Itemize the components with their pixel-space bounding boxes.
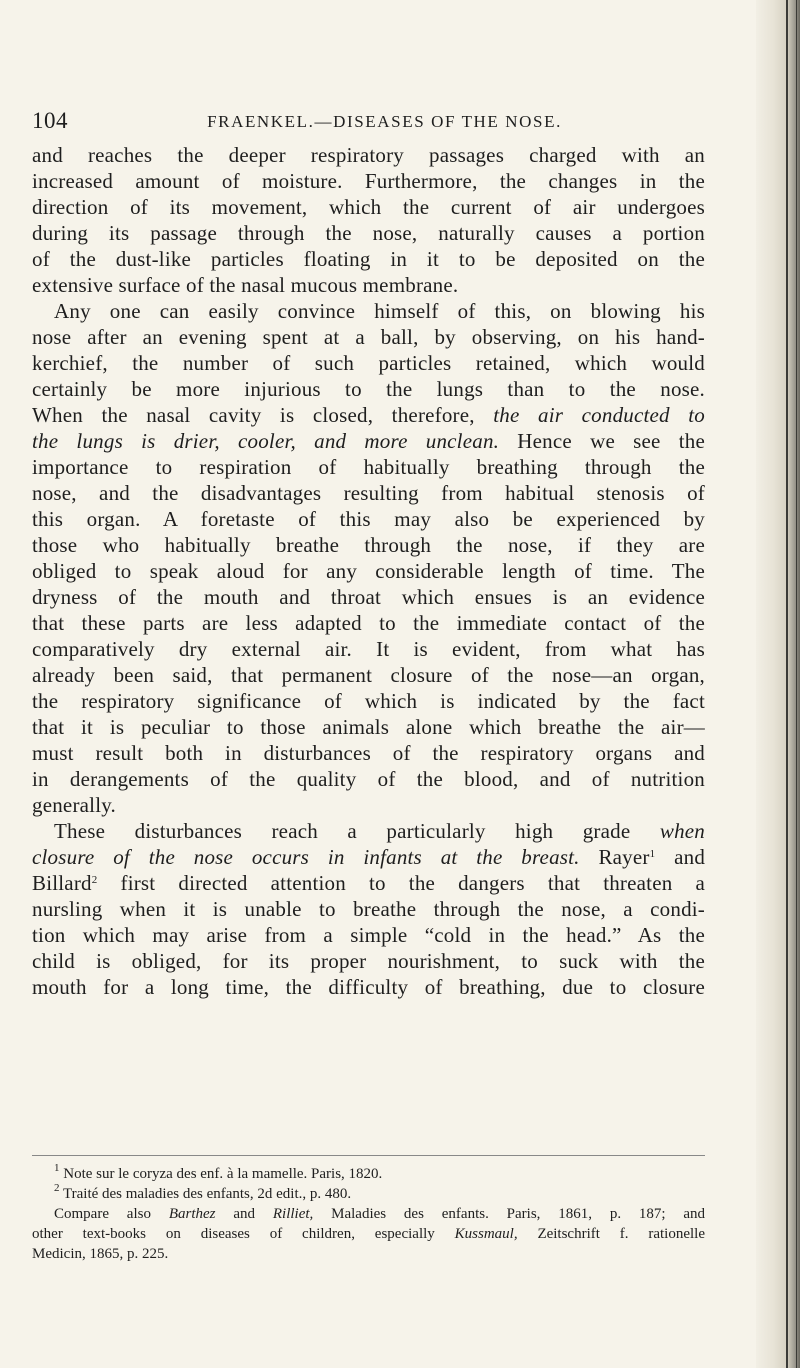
text-line: increased amount of moisture. Furthermore, the changes in the bbox=[32, 169, 705, 193]
author-name: Kussmaul, bbox=[454, 1226, 518, 1242]
text-line: importance to respiration of habitually breathing through the bbox=[32, 455, 705, 479]
footnotes bbox=[32, 1164, 705, 1264]
footnote-mark: 1 bbox=[54, 1162, 60, 1174]
text-line: of the dust-like particles floating in it to be deposited on the bbox=[32, 247, 705, 271]
text-line: obliged to speak aloud for any considerable length of time. The bbox=[32, 559, 705, 583]
text-line: this organ. A foretaste of this may also be experienced by bbox=[32, 507, 705, 531]
book-gutter bbox=[756, 0, 800, 1368]
text-line: during its passage through the nose, naturally causes a portion bbox=[32, 221, 705, 245]
footnote-text: Zeitschrift f. rationelle bbox=[537, 1226, 706, 1242]
author-name: Rilliet, bbox=[272, 1206, 314, 1222]
text-line: already been said, that permanent closure of the nose—an organ, bbox=[32, 663, 705, 687]
gutter-edge-line bbox=[786, 0, 788, 1368]
author-name: Rayer bbox=[598, 845, 650, 869]
text-line: dryness of the mouth and throat which ensues is an evidence bbox=[32, 585, 705, 609]
text-line: the respiratory significance of which is indicated by the fact bbox=[32, 689, 705, 713]
text-line: that these parts are less adapted to the immediate contact of the bbox=[32, 611, 705, 635]
footnote-text: other text-books on diseases of children, especially bbox=[32, 1226, 435, 1242]
running-head: FRAENKEL.—DISEASES OF THE NOSE. bbox=[207, 112, 562, 131]
text-line: that it is peculiar to those animals alone which breathe the air— bbox=[32, 715, 705, 739]
emphasis-text: closure of the nose occurs in infants at the breast. bbox=[32, 845, 580, 869]
text-line bbox=[32, 870, 705, 896]
footnote bbox=[32, 1164, 705, 1184]
footnote-text: Compare also bbox=[54, 1206, 151, 1222]
text-line: mouth for a long time, the difficulty of breathing, due to closure bbox=[32, 975, 705, 999]
text-line: nose after an evening spent at a ball, by observing, on his hand- bbox=[32, 325, 705, 349]
text-line: Any one can easily convince himself of this, on blowing his bbox=[54, 299, 705, 323]
text-line: tion which may arise from a simple “cold in the head.” As the bbox=[32, 923, 705, 947]
footnote-text: Maladies des enfants. Paris, 1861, p. 187; and bbox=[331, 1206, 706, 1222]
footnote bbox=[32, 1184, 705, 1204]
text-line: child is obliged, for its proper nourishment, to suck with the bbox=[32, 949, 705, 973]
footnote-divider bbox=[32, 1155, 705, 1156]
footnote-text: and bbox=[233, 1206, 256, 1222]
text-line: generally. bbox=[32, 793, 117, 817]
footnote bbox=[32, 1224, 705, 1244]
footnote bbox=[32, 1244, 705, 1264]
emphasis-text: when bbox=[659, 819, 705, 843]
emphasis-text: the lungs is drier, cooler, and more unclean. bbox=[32, 429, 500, 453]
footnote-text: Note sur le coryza des enf. à la mamelle. Paris, 1820. bbox=[63, 1166, 383, 1182]
text-run: When the nasal cavity is closed, therefore, bbox=[32, 403, 475, 427]
text-line: comparatively dry external air. It is evident, from what has bbox=[32, 637, 705, 661]
text-run: and bbox=[674, 845, 706, 869]
text-run: Hence we see the bbox=[517, 429, 705, 453]
page-header bbox=[32, 108, 737, 138]
text-line: in derangements of the quality of the blood, and of nutrition bbox=[32, 767, 705, 791]
text-line bbox=[32, 402, 705, 428]
footnote-ref[interactable]: 1 bbox=[649, 848, 656, 860]
footnote-ref[interactable]: 2 bbox=[91, 874, 98, 886]
author-name: Barthez bbox=[168, 1206, 216, 1222]
text-run: These disturbances reach a particularly high grade bbox=[54, 819, 631, 843]
text-line bbox=[32, 818, 705, 844]
page-number: 104 bbox=[32, 108, 68, 133]
text-line: those who habitually breathe through the nose, if they are bbox=[32, 533, 705, 557]
text-line bbox=[32, 844, 705, 870]
text-line: kerchief, the number of such particles retained, which would bbox=[32, 351, 705, 375]
text-line: certainly be more injurious to the lungs than to the nose. bbox=[32, 377, 705, 401]
text-line: direction of its movement, which the current of air undergoes bbox=[32, 195, 705, 219]
text-line: nose, and the disadvantages resulting from habitual stenosis of bbox=[32, 481, 705, 505]
text-line: and reaches the deeper respiratory passages charged with an bbox=[32, 143, 705, 167]
footnote-text: Medicin, 1865, p. 225. bbox=[32, 1246, 169, 1262]
footnote-text: Traité des maladies des enfants, 2d edit., p. 480. bbox=[62, 1186, 352, 1202]
text-run: first directed attention to the dangers that threaten a bbox=[120, 871, 705, 895]
footnote-mark: 2 bbox=[54, 1182, 60, 1194]
author-name: Billard bbox=[32, 871, 92, 895]
gutter-edge-line bbox=[796, 0, 797, 1368]
text-line: extensive surface of the nasal mucous membrane. bbox=[32, 273, 459, 297]
emphasis-text: the air conducted to bbox=[493, 403, 706, 427]
text-line bbox=[32, 428, 705, 454]
text-line: nursling when it is unable to breathe through the nose, a condi- bbox=[32, 897, 705, 921]
text-line: must result both in disturbances of the respiratory organs and bbox=[32, 741, 705, 765]
footnote bbox=[32, 1204, 705, 1224]
body-text bbox=[32, 142, 705, 1000]
